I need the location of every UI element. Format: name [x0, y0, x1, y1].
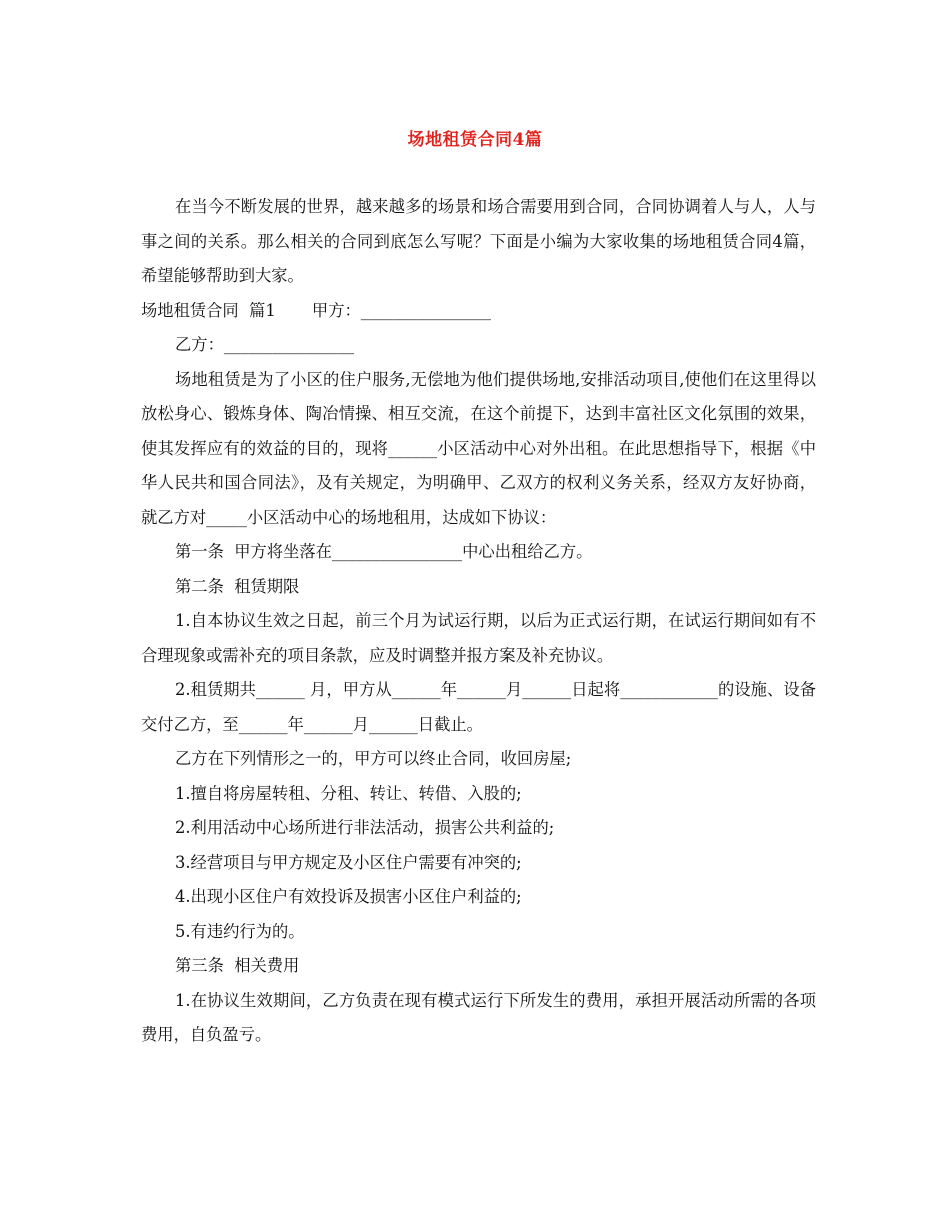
- document-title: 场地租赁合同4篇: [407, 130, 543, 150]
- paragraph-article-2-item-2: 2.租赁期共______ 月，甲方从______年______月______日起将____________的设施、设备交付乙方，至______年______月______日截止。: [141, 680, 816, 734]
- paragraph-article-1: 第一条 甲方将坐落在________________中心出租给乙方。: [175, 542, 593, 561]
- paragraph-termination-1: 1.擅自将房屋转租、分租、转让、转借、入股的;: [175, 783, 522, 803]
- paragraph-purpose: 场地租赁是为了小区的住户服务,无偿地为他们提供场地,安排活动项目,使他们在这里得以放松身心、锻炼身体、陶冶情操、相互交流，在这个前提下，达到丰富社区文化氛围的效果，使其发挥应有的效益的目的，现将______小区活动中心对外出租。在此思想指导下，根据《中华人民共和国合同法》，及有关规定，为明确甲、乙双方的权利义务关系，经双方友好协商，就乙方对_____小区活动中心的场地租用，达成如下协议：: [141, 369, 816, 527]
- paragraph-article-3-item-1: 1.在协议生效期间，乙方负责在现有模式运行下所发生的费用，承担开展活动所需的各项费用，自负盈亏。: [141, 990, 816, 1044]
- document-body: [141, 190, 816, 1053]
- paragraph-termination-4: 4.出现小区住户有效投诉及损害小区住户利益的;: [175, 887, 522, 906]
- paragraph-heading-party-a: 场地租赁合同 篇1 甲方：________________: [141, 300, 492, 320]
- paragraph-intro: 在当今不断发展的世界，越来越多的场景和场合需要用到合同，合同协调着人与人，人与事之间的关系。那么相关的合同到底怎么写呢？下面是小编为大家收集的场地租赁合同4篇，希望能够帮助到大家。: [141, 197, 816, 285]
- paragraph-termination-2: 2.利用活动中心场所进行非法活动，损害公共利益的;: [175, 818, 555, 837]
- paragraph-termination-5: 5.有违约行为的。: [175, 921, 305, 941]
- paragraph-article-2-heading: 第二条 租赁期限: [175, 576, 300, 596]
- paragraph-termination-intro: 乙方在下列情形之一的，甲方可以终止合同，收回房屋;: [175, 749, 572, 768]
- paragraph-article-3-heading: 第三条 相关费用: [175, 956, 300, 975]
- paragraph-party-b: 乙方：________________: [175, 335, 355, 354]
- paragraph-article-2-item-1: 1.自本协议生效之日起，前三个月为试运行期，以后为正式运行期，在试运行期间如有不合理现象或需补充的项目条款，应及时调整并报方案及补充协议。: [141, 611, 816, 665]
- paragraph-termination-3: 3.经营项目与甲方规定及小区住户需要有冲突的;: [175, 852, 522, 872]
